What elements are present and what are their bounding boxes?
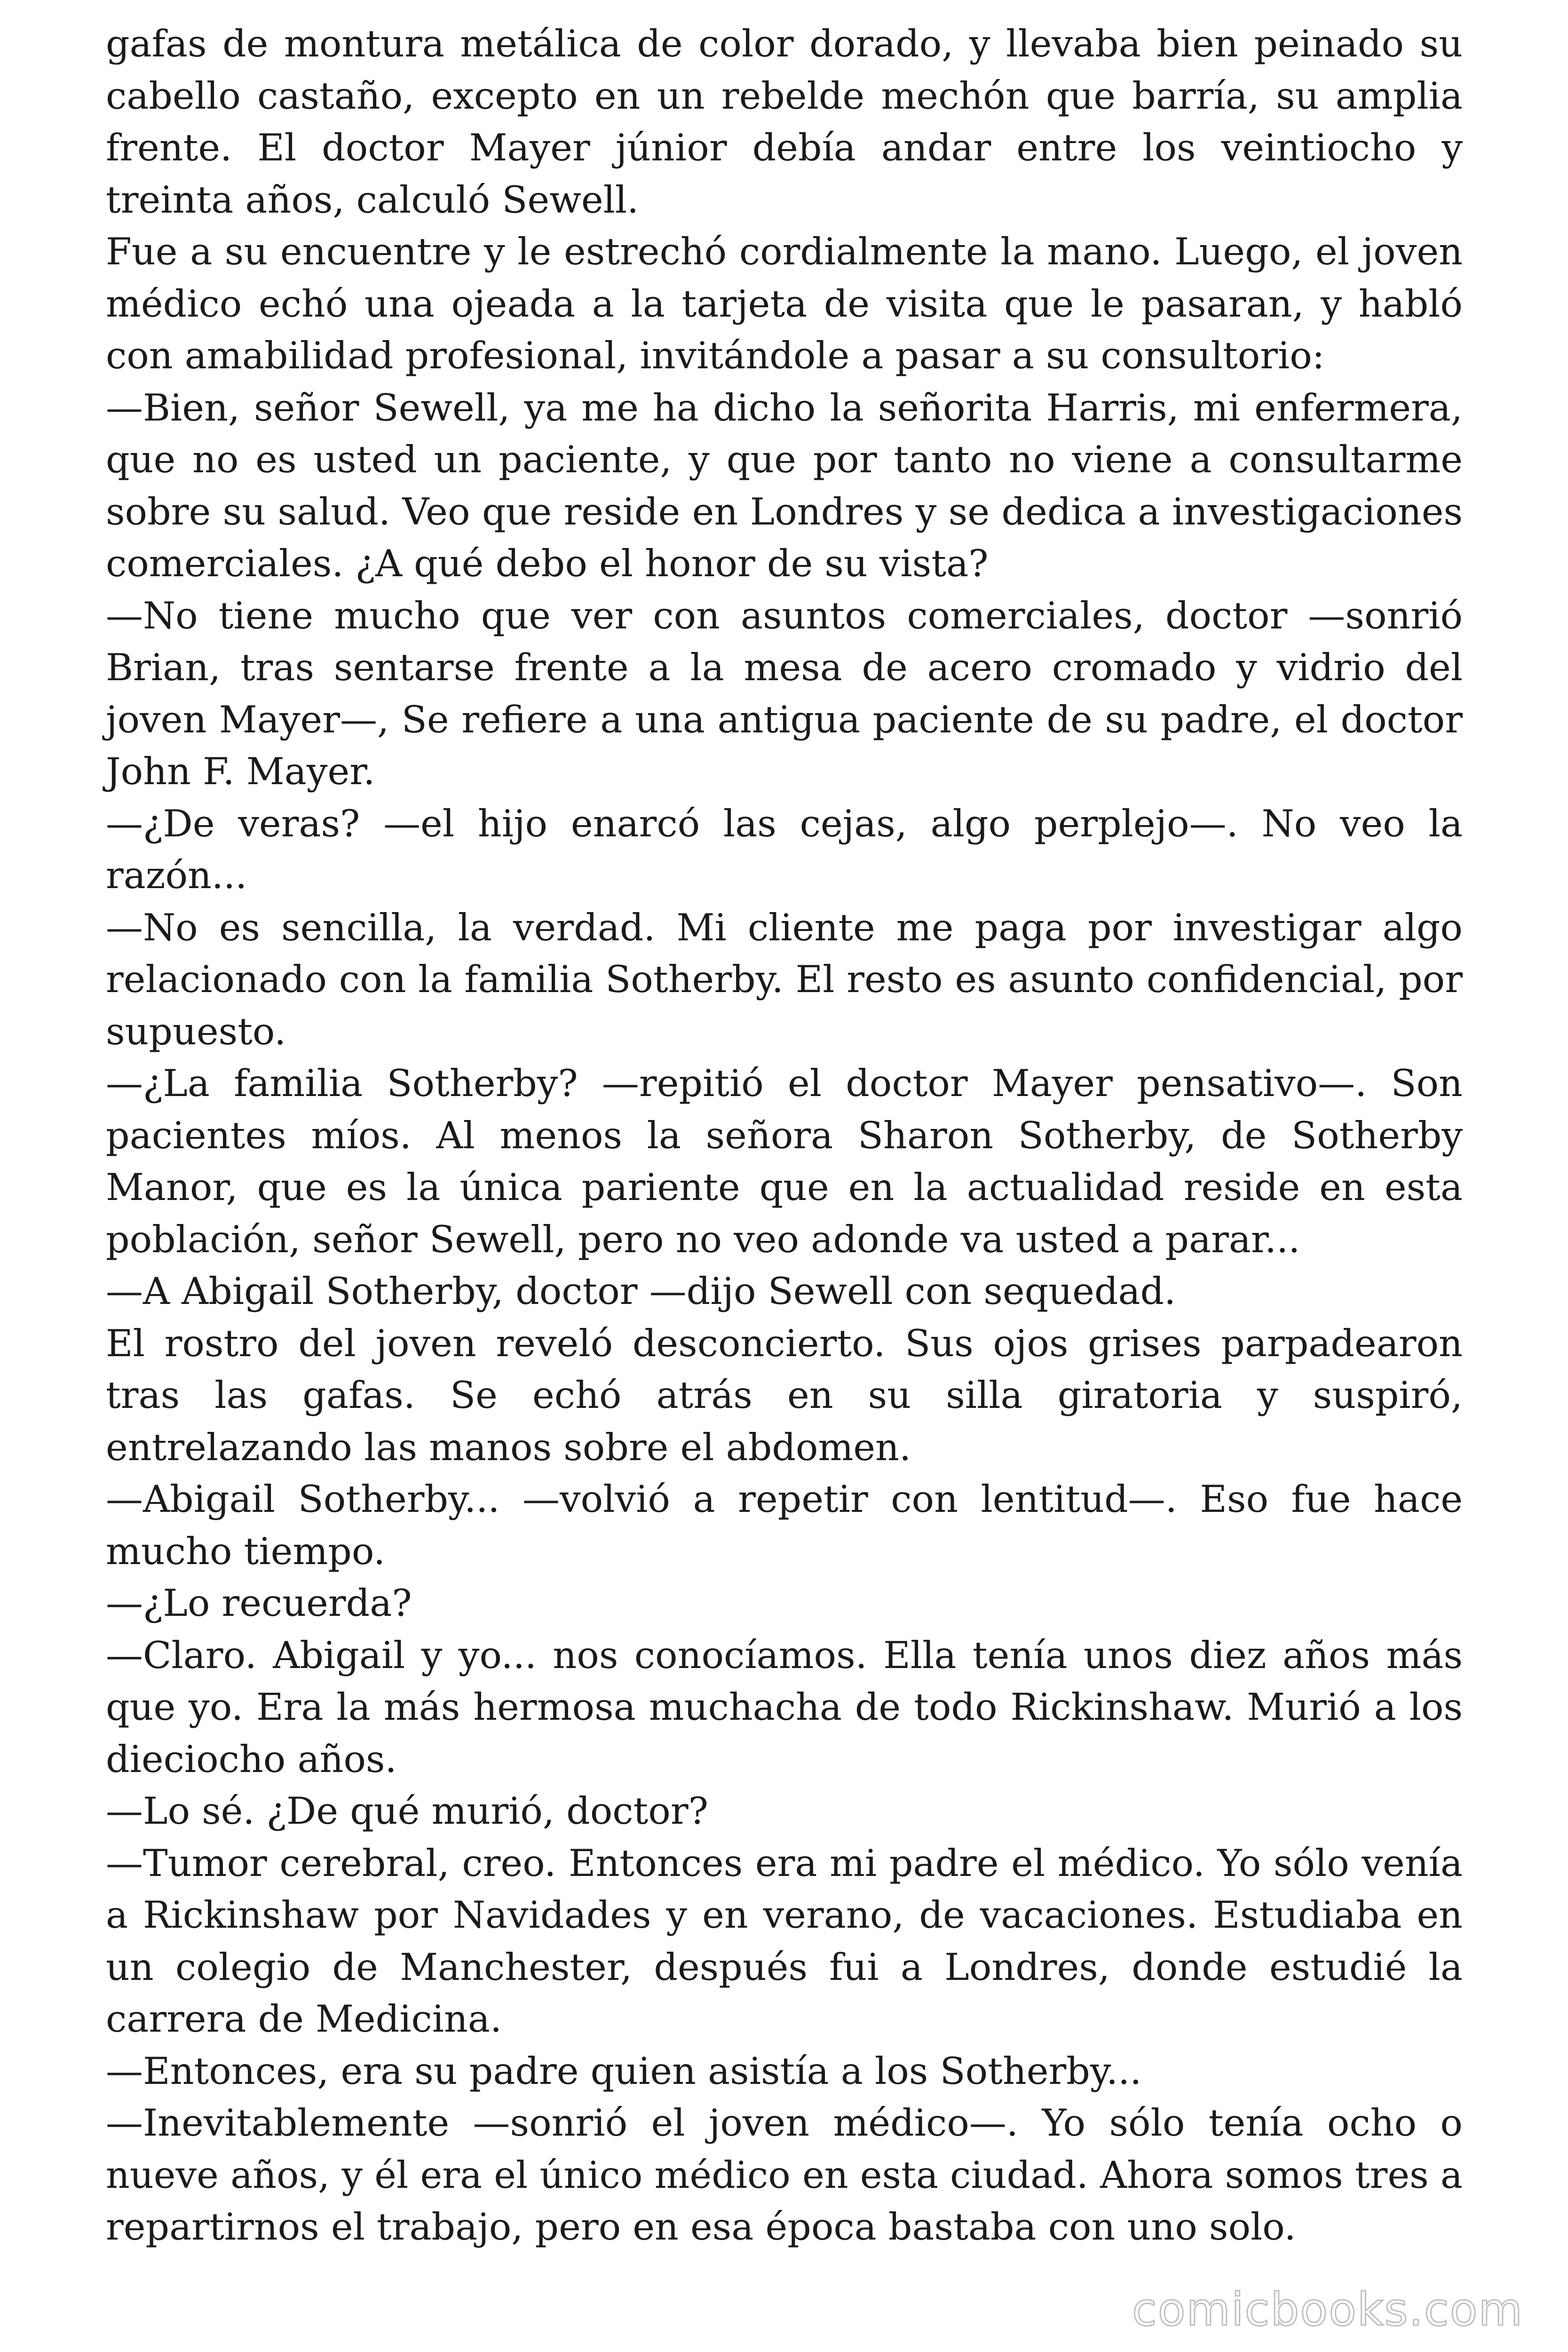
paragraph: Fue a su encuentre y le estrechó cordialmente la mano. Luego, el joven médico echó una ojeada a la tarjeta de visita que le pasaran, y habló con amabilidad profesional, invitándole a pasar a su consultorio:: [106, 230, 1463, 377]
watermark: comicbooks.com: [1132, 2283, 1523, 2336]
paragraph: —Lo sé. ¿De qué murió, doctor?: [106, 1789, 708, 1833]
paragraph: —Abigail Sotherby... —volvió a repetir con lentitud—. Eso fue hace mucho tiempo.: [106, 1478, 1463, 1573]
paragraph: —¿La familia Sotherby? —repitió el doctor Mayer pensativo—. Son pacientes míos. Al menos la señora Sharon Sotherby, de Sotherby Manor, que es la única pariente que en la actualidad reside en esta población, señor Sewell, pero no veo adonde va usted a parar...: [106, 1062, 1463, 1261]
paragraph: gafas de montura metálica de color dorado, y llevaba bien peinado su cabello castaño, excepto en un rebelde mechón que barría, su amplia frente. El doctor Mayer júnior debía andar entre los veintiocho y treinta años, calculó Sewell.: [106, 22, 1463, 222]
paragraph: —No tiene mucho que ver con asuntos comerciales, doctor —sonrió Brian, tras sentarse frente a la mesa de acero cromado y vidrio del joven Mayer—, Se refiere a una antigua paciente de su padre, el doctor John F. Mayer.: [106, 594, 1463, 793]
paragraph: —No es sencilla, la verdad. Mi cliente me paga por investigar algo relacionado con la familia Sotherby. El resto es asunto confidencial, por supuesto.: [106, 906, 1463, 1053]
paragraph: —Inevitablemente —sonrió el joven médico—. Yo sólo tenía ocho o nueve años, y él era el único médico en esta ciudad. Ahora somos tres a repartirnos el trabajo, pero en esa época bastaba con uno solo.: [106, 2101, 1463, 2249]
paragraph: —A Abigail Sotherby, doctor —dijo Sewell con sequedad.: [106, 1270, 1176, 1313]
paragraph: —Bien, señor Sewell, ya me ha dicho la señorita Harris, mi enfermera, que no es usted un paciente, y que por tanto no viene a consultarme sobre su salud. Veo que reside en Londres y se dedica a investigaciones comerciales. ¿A qué debo el honor de su vista?: [106, 386, 1463, 585]
paragraph: —Tumor cerebral, creo. Entonces era mi padre el médico. Yo sólo venía a Rickinshaw por Navidades y en verano, de vacaciones. Estudiaba en un colegio de Manchester, después fui a Londres, donde estudié la carrera de Medicina.: [106, 1841, 1463, 2041]
paragraph: —¿Lo recuerda?: [106, 1581, 412, 1625]
paragraph: El rostro del joven reveló desconcierto. Sus ojos grises parpadearon tras las gafas. Se echó atrás en su silla giratoria y suspiró, entrelazando las manos sobre el abdomen.: [106, 1321, 1463, 1469]
book-page-text: [106, 18, 1463, 2253]
paragraph: —¿De veras? —el hijo enarcó las cejas, algo perplejo—. No veo la razón...: [106, 802, 1463, 897]
paragraph: —Claro. Abigail y yo... nos conocíamos. Ella tenía unos diez años más que yo. Era la más hermosa muchacha de todo Rickinshaw. Murió a los dieciocho años.: [106, 1633, 1463, 1781]
paragraph: —Entonces, era su padre quien asistía a los Sotherby...: [106, 2049, 1142, 2093]
